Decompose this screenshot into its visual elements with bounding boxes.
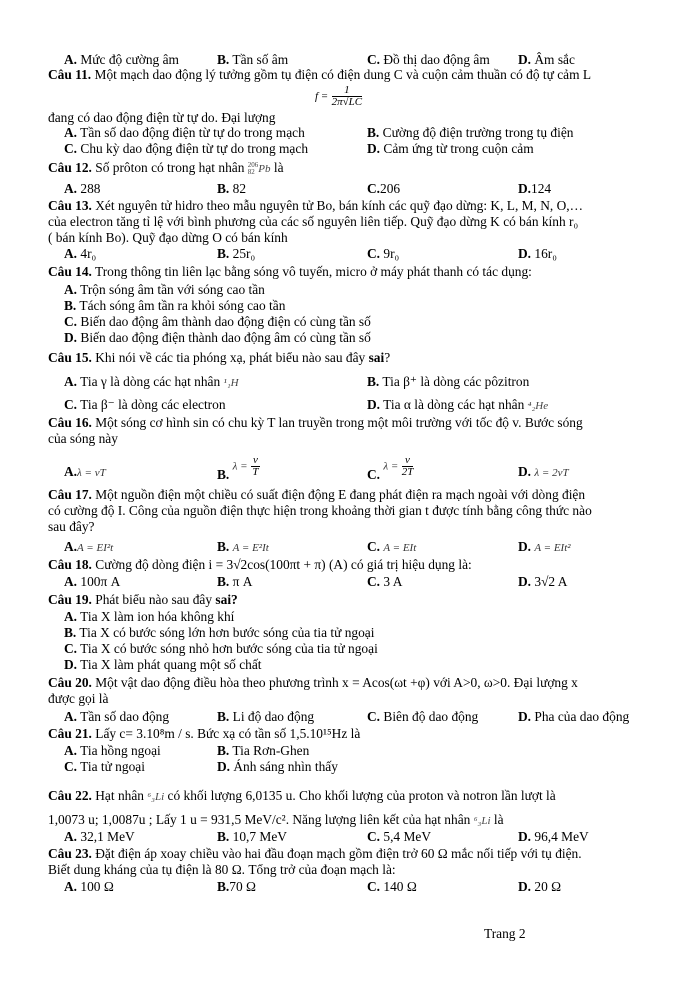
- text-span: A.: [64, 125, 78, 140]
- text-span: là: [273, 160, 284, 175]
- text-span: C.: [367, 52, 381, 67]
- text-line: [367, 374, 529, 389]
- text-span: A.: [64, 879, 78, 894]
- text-span: Một nguồn điện một chiều có suất điện động E đang phát điện ra mạch ngoài với dòng điện: [95, 487, 586, 502]
- text-span: Câu 21.: [48, 726, 92, 741]
- text-line: [367, 246, 399, 261]
- text-line: [64, 282, 265, 297]
- text-span: ?: [384, 350, 391, 365]
- text-span: Câu 12.: [48, 160, 92, 175]
- text-line: [217, 181, 246, 196]
- text-span: C.: [367, 539, 381, 554]
- text-span: Cường độ điện trường trong tụ điện: [382, 125, 574, 140]
- text-line: [64, 298, 285, 313]
- text-line: [48, 812, 504, 829]
- text-span: Hạt nhân: [95, 788, 144, 803]
- question-17: [48, 487, 585, 502]
- text-span: 70 Ω: [229, 879, 256, 894]
- text-span: [248, 162, 259, 176]
- question-11: [48, 67, 591, 82]
- text-line: [518, 879, 561, 894]
- text-line: [64, 743, 161, 758]
- text-span: Câu 17.: [48, 487, 92, 502]
- text-line: [217, 759, 338, 774]
- text-span: A = EIt²: [534, 542, 571, 554]
- question-16: [48, 415, 583, 430]
- text-span: A.: [64, 246, 78, 261]
- text-line: [64, 574, 120, 589]
- question-23: [48, 846, 582, 861]
- text-span: D.: [367, 141, 381, 156]
- text-span: Pb: [258, 163, 271, 175]
- text-span: C.: [64, 397, 78, 412]
- text-line: [217, 829, 287, 844]
- text-line: [518, 181, 551, 196]
- text-span: B.: [217, 466, 230, 482]
- text-line: [217, 539, 269, 556]
- question-20: [48, 675, 578, 690]
- text-span: A.: [64, 829, 78, 844]
- text-span: sai?: [215, 592, 238, 607]
- text-span: của electron tăng tỉ lệ với bình phương của các số nguyên liên tiếp. Quỹ đạo dừng K có bán kính r₀: [48, 214, 579, 229]
- text-line: [64, 641, 378, 656]
- text-line: [64, 625, 374, 640]
- text-span: Tia X làm phát quang một số chất: [80, 657, 262, 672]
- text-span: D.: [518, 52, 532, 67]
- text-span: Biên độ dao động: [383, 709, 479, 724]
- text-span: A = EI²t: [77, 542, 114, 554]
- text-span: Tần số dao động: [80, 709, 170, 724]
- text-span: D.: [518, 574, 532, 589]
- text-span: Trộn sóng âm tần với sóng cao tần: [80, 282, 265, 297]
- text-span: là: [493, 812, 504, 827]
- text-span: C.: [367, 829, 381, 844]
- text-line: [367, 52, 490, 67]
- option-row: [64, 52, 179, 67]
- text-span: Tần số dao động điện từ tự do trong mạch: [80, 125, 305, 140]
- text-line: [64, 709, 169, 724]
- text-line: [64, 125, 305, 140]
- text-span: Một mạch dao động lý tưởng gồm tụ điện có điện dung C và cuộn cảm thuần có độ tự cảm L: [94, 67, 592, 82]
- text-span: B.: [217, 709, 230, 724]
- text-span: Câu 13.: [48, 198, 92, 213]
- text-span: Cường độ dòng điện i = 3√2cos(100πt + π) (A) có giá trị hiệu dụng là:: [95, 557, 472, 572]
- text-line: [64, 246, 96, 261]
- text-span: Tia γ là dòng các hạt nhân: [80, 374, 221, 389]
- text-span: B.: [367, 125, 380, 140]
- text-span: 206: [380, 181, 401, 196]
- text-line: [64, 181, 100, 196]
- text-span: D.: [64, 657, 78, 672]
- text-span: ⁶₃Li: [473, 815, 491, 827]
- text-line: [217, 574, 252, 589]
- text-line: [64, 879, 114, 894]
- text-span: 124: [531, 181, 552, 196]
- text-line: [367, 141, 534, 156]
- text-span: C.: [367, 181, 381, 196]
- text-span: 25r₀: [232, 246, 256, 261]
- text-span: Câu 23.: [48, 846, 92, 861]
- text-span: B.: [367, 374, 380, 389]
- text-span: Tia α là dòng các hạt nhân: [383, 397, 525, 412]
- question-14: [48, 264, 532, 279]
- question-18: [48, 557, 472, 572]
- text-span: 10,7 MeV: [232, 829, 287, 844]
- text-span: Tia X làm ion hóa không khí: [80, 609, 235, 624]
- question-12: [48, 160, 284, 177]
- text-line: [367, 454, 414, 482]
- formula: [315, 85, 362, 108]
- text-line: [217, 709, 314, 724]
- text-line: [367, 879, 417, 894]
- text-span: Phát biểu nào sau đây: [95, 592, 213, 607]
- text-span: Biến dao động âm thành dao động điện có cùng tần số: [80, 314, 371, 329]
- text-line: [217, 454, 260, 482]
- text-span: Trong thông tin liên lạc bằng sóng vô tuyến, micro ở máy phát thanh có tác dụng:: [95, 264, 532, 279]
- text-span: được gọi là: [48, 691, 109, 706]
- text-line: [48, 110, 275, 125]
- text-span: A.: [64, 282, 78, 297]
- text-line: [367, 125, 573, 140]
- text-span: v: [402, 455, 414, 467]
- text-span: λ =: [383, 460, 399, 473]
- text-span: B.: [217, 181, 230, 196]
- question-22: [48, 788, 556, 805]
- fraction: [402, 455, 414, 478]
- text-span: Số prôton có trong hạt nhân: [95, 160, 245, 175]
- text-span: T: [252, 466, 259, 478]
- text-span: A.: [64, 609, 78, 624]
- text-line: [217, 879, 256, 894]
- text-span: D.: [518, 879, 532, 894]
- text-span: có cường độ I. Công của nguồn điện thực hiện trong khoảng thời gian t được tính bằng công thức nào: [48, 503, 592, 518]
- text-span: D.: [518, 464, 532, 479]
- text-span: Chu kỳ dao động điện từ tự do trong mạch: [80, 141, 309, 156]
- text-span: Câu 15.: [48, 350, 92, 365]
- question-19: [48, 592, 238, 607]
- text-span: Ánh sáng nhìn thấy: [233, 759, 338, 774]
- text-span: A.: [64, 743, 78, 758]
- text-line: [518, 539, 571, 556]
- text-span: 206: [247, 160, 259, 169]
- text-span: ⁴₂He: [527, 400, 549, 412]
- text-span: B.: [217, 743, 230, 758]
- text-span: B.: [64, 298, 77, 313]
- text-span: B.: [217, 539, 230, 554]
- text-span: Đồ thị dao động âm: [383, 52, 490, 67]
- text-span: 1,0073 u; 1,0087u ; Lấy 1 u = 931,5 MeV/c². Năng lượng liên kết của hạt nhân: [48, 812, 471, 827]
- text-span: ⁶₃Li: [147, 791, 165, 803]
- text-line: [367, 829, 431, 844]
- text-span: A.: [64, 181, 78, 196]
- text-span: A.: [64, 574, 78, 589]
- text-span: C.: [64, 314, 78, 329]
- text-span: λ =: [232, 460, 248, 473]
- text-span: B.: [217, 246, 230, 261]
- text-line: [48, 214, 578, 229]
- text-span: 20 Ω: [534, 879, 562, 894]
- text-line: [64, 539, 113, 556]
- text-line: [48, 230, 288, 245]
- text-span: 100π A: [80, 574, 121, 589]
- text-line: [48, 431, 118, 446]
- text-line: [64, 829, 135, 844]
- text-span: π A: [232, 574, 253, 589]
- text-span: 2T: [401, 466, 414, 478]
- text-span: 100 Ω: [80, 879, 114, 894]
- text-span: D.: [518, 539, 532, 554]
- text-span: 82: [247, 167, 255, 176]
- text-span: Pha của dao động: [534, 709, 630, 724]
- page-number: Trang 2: [484, 926, 526, 941]
- text-span: Một vật dao động điều hòa theo phương trình x = Acos(ωt +φ) với A>0, ω>0. Đại lượng x: [95, 675, 578, 690]
- text-line: [64, 330, 371, 345]
- text-line: [217, 52, 288, 67]
- text-line: [64, 657, 262, 672]
- text-span: A.: [64, 374, 78, 389]
- text-span: Tách sóng âm tần ra khỏi sóng cao tần: [79, 298, 286, 313]
- text-span: Tia β⁻ là dòng các electron: [80, 397, 226, 412]
- text-line: [518, 246, 557, 261]
- text-span: B.: [217, 879, 230, 894]
- text-span: A.: [64, 52, 78, 67]
- text-span: Biến dao động điện thành dao động âm có cùng tần số: [80, 330, 371, 345]
- text-span: A.: [64, 539, 78, 554]
- text-line: [64, 141, 308, 156]
- text-span: của sóng này: [48, 431, 118, 446]
- text-span: sai: [368, 350, 385, 365]
- text-span: ( bán kính Bo). Quỹ đạo dừng O có bán kính: [48, 230, 288, 245]
- text-span: Cảm ứng từ trong cuộn cảm: [383, 141, 534, 156]
- text-span: C.: [367, 246, 381, 261]
- text-line: [64, 759, 145, 774]
- text-span: Một sóng cơ hình sin có chu kỳ T lan truyền trong một môi trường với tốc độ v. Bước sóng: [95, 415, 583, 430]
- text-span: Khi nói về các tia phóng xạ, phát biểu nào sau đây: [95, 350, 366, 365]
- text-span: C.: [64, 141, 78, 156]
- text-span: C.: [367, 466, 381, 482]
- text-span: D.: [518, 709, 532, 724]
- text-span: D.: [64, 330, 78, 345]
- text-span: Tia X có bước sóng nhỏ hơn bước sóng của tia tử ngoại: [80, 641, 378, 656]
- text-span: A.: [64, 464, 78, 479]
- text-line: [48, 862, 396, 877]
- text-span: 16r₀: [534, 246, 557, 261]
- text-span: Tia X có bước sóng lớn hơn bước sóng của tia tử ngoại: [79, 625, 375, 640]
- text-span: D.: [518, 246, 532, 261]
- text-span: Li độ dao động: [232, 709, 315, 724]
- text-line: [217, 743, 309, 758]
- text-span: 288: [80, 181, 101, 196]
- text-span: Tia tử ngoại: [80, 759, 145, 774]
- text-span: Xét nguyên tử hidro theo mẫu nguyên tử Bo, bán kính các quỹ đạo dừng: K, L, M, N, O,…: [95, 198, 584, 213]
- text-span: 4r₀: [80, 246, 97, 261]
- text-span: sau đây?: [48, 519, 95, 534]
- text-span: λ = 2vT: [534, 467, 569, 479]
- text-line: [48, 503, 592, 518]
- text-span: 96,4 MeV: [534, 829, 589, 844]
- text-span: B.: [217, 574, 230, 589]
- text-line: [518, 52, 575, 67]
- text-line: [64, 374, 239, 391]
- text-line: [367, 574, 402, 589]
- text-line: [64, 314, 371, 329]
- text-span: Câu 22.: [48, 788, 92, 803]
- question-15: [48, 350, 390, 365]
- text-span: Đặt điện áp xoay chiều vào hai đầu đoạn mạch gồm điện trở 60 Ω mắc nối tiếp với tụ điện.: [95, 846, 582, 861]
- text-span: C.: [64, 759, 78, 774]
- text-line: [518, 709, 629, 724]
- text-span: đang có dao động điện từ tự do. Đại lượng: [48, 110, 276, 125]
- text-span: có khối lượng 6,0135 u. Cho khối lượng của proton và notron lần lượt là: [167, 788, 556, 803]
- text-span: D.: [518, 181, 532, 196]
- text-line: [367, 539, 416, 556]
- text-span: f =: [315, 90, 329, 103]
- text-span: Câu 19.: [48, 592, 92, 607]
- text-span: C.: [367, 574, 381, 589]
- text-line: [367, 181, 400, 196]
- text-span: Câu 11.: [48, 67, 92, 82]
- text-line: [64, 609, 234, 624]
- text-span: B.: [64, 625, 77, 640]
- text-span: Biết dung kháng của tụ điện là 80 Ω. Tổng trở của đoạn mạch là:: [48, 862, 396, 877]
- text-span: 2π√LC: [331, 96, 363, 108]
- text-line: [367, 397, 548, 414]
- fraction: [332, 85, 363, 108]
- text-span: C.: [367, 709, 381, 724]
- text-span: A = EIt: [383, 542, 417, 554]
- text-span: D.: [367, 397, 381, 412]
- text-span: D.: [518, 829, 532, 844]
- text-line: [518, 574, 567, 589]
- fraction: [251, 455, 260, 478]
- text-span: Lấy c= 3.10⁸m / s. Bức xạ có tần số 1,5.10¹⁵Hz là: [95, 726, 361, 741]
- text-line: [518, 829, 589, 844]
- question-21: [48, 726, 360, 741]
- text-span: D.: [217, 759, 231, 774]
- text-span: 1: [332, 85, 363, 97]
- text-line: [518, 464, 569, 481]
- text-span: 140 Ω: [383, 879, 417, 894]
- text-span: Tia β⁺ là dòng các pôzitron: [382, 374, 530, 389]
- text-span: Câu 14.: [48, 264, 92, 279]
- text-span: Tia Rơn-Ghen: [232, 743, 310, 758]
- text-span: 32,1 MeV: [80, 829, 135, 844]
- text-span: 3 A: [383, 574, 403, 589]
- text-span: C.: [367, 879, 381, 894]
- text-span: ¹₁H: [223, 377, 239, 389]
- text-line: [367, 709, 478, 724]
- text-span: λ = vT: [77, 467, 106, 479]
- text-span: Câu 20.: [48, 675, 92, 690]
- text-span: 9r₀: [383, 246, 400, 261]
- text-line: [48, 519, 94, 534]
- text-line: [48, 691, 108, 706]
- text-line: [217, 246, 255, 261]
- text-span: Tia hồng ngoại: [80, 743, 161, 758]
- text-span: A.: [64, 709, 78, 724]
- text-span: 82: [232, 181, 247, 196]
- text-span: 3√2 A: [534, 574, 568, 589]
- text-span: A = E²It: [232, 542, 269, 554]
- text-line: [64, 464, 106, 481]
- text-line: [64, 397, 226, 412]
- question-13: [48, 198, 583, 213]
- text-span: Tần số âm: [232, 52, 289, 67]
- text-span: Âm sắc: [534, 52, 575, 67]
- text-span: B.: [217, 52, 230, 67]
- text-span: Câu 16.: [48, 415, 92, 430]
- text-span: v: [252, 454, 258, 466]
- text-span: 5,4 MeV: [383, 829, 431, 844]
- text-span: Mức độ cường âm: [80, 52, 179, 67]
- text-span: C.: [64, 641, 78, 656]
- text-span: B.: [217, 829, 230, 844]
- text-span: Câu 18.: [48, 557, 92, 572]
